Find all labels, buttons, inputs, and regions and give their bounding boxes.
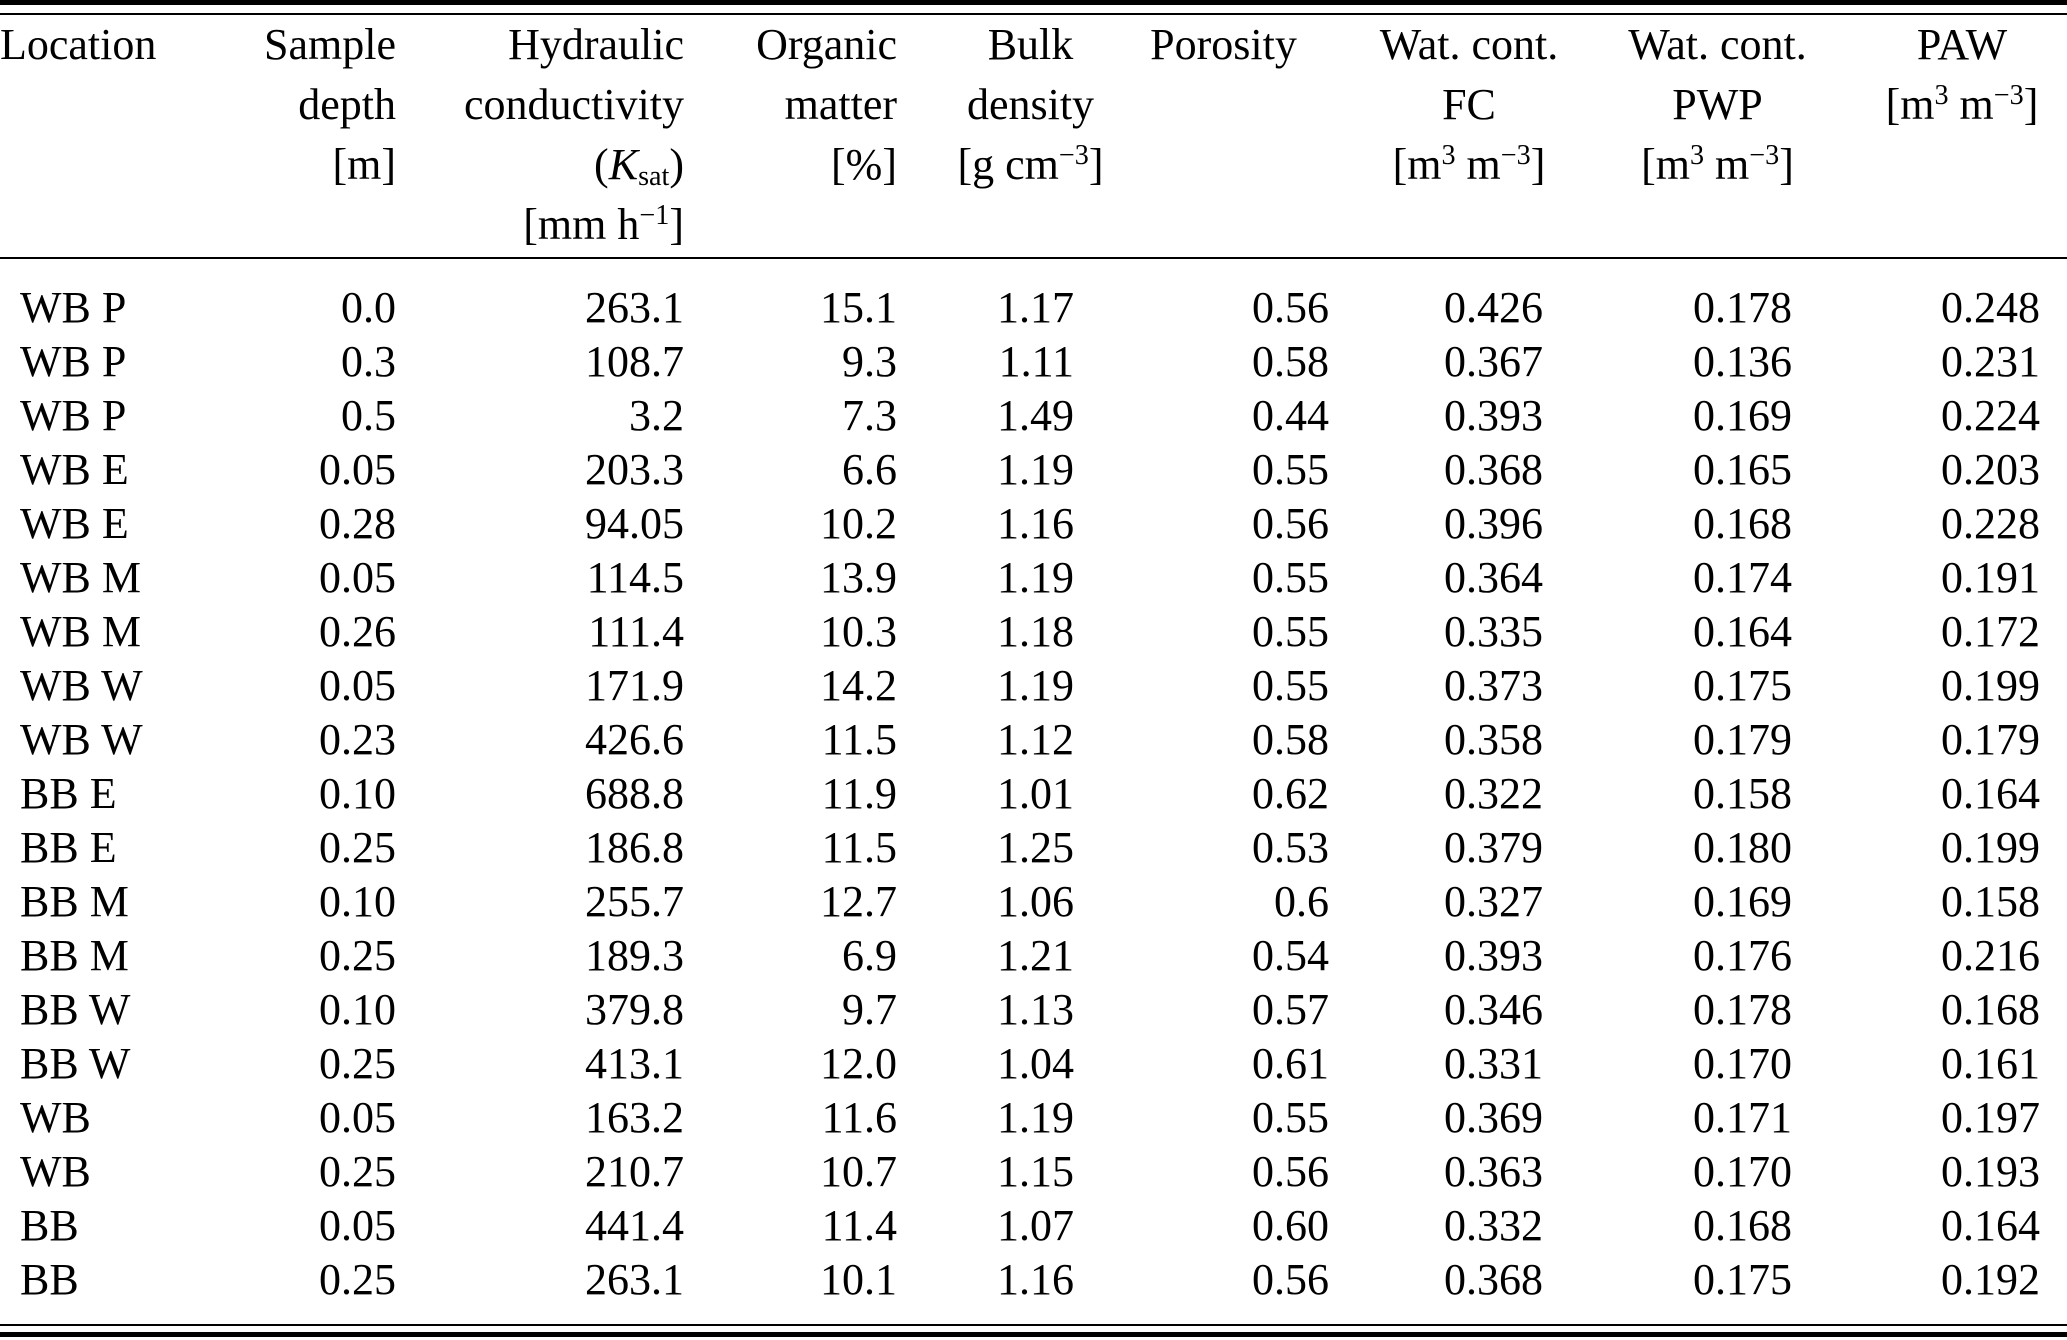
cell-wat-cont-fc: 0.373	[1444, 661, 1543, 710]
table-row	[0, 983, 2040, 1037]
cell-organic-matter: 12.7	[820, 877, 897, 926]
cell-organic-matter: 12.0	[820, 1039, 897, 1088]
column-header-label: Location	[0, 20, 157, 69]
cell-hydraulic-conductivity: 210.7	[585, 1147, 684, 1196]
cell-wat-cont-pwp: 0.164	[1693, 607, 1792, 656]
cell-organic-matter: 10.7	[820, 1147, 897, 1196]
cell-sample-depth: 0.0	[341, 283, 396, 332]
cell-wat-cont-pwp: 0.175	[1693, 1255, 1792, 1304]
column-header-label: Porosity	[1150, 20, 1297, 69]
cell-hydraulic-conductivity: 203.3	[585, 445, 684, 494]
cell-porosity: 0.55	[1252, 1093, 1329, 1142]
table-row	[0, 767, 2040, 821]
cell-organic-matter: 10.3	[820, 607, 897, 656]
cell-organic-matter: 10.1	[820, 1255, 897, 1304]
cell-wat-cont-pwp: 0.169	[1693, 877, 1792, 926]
cell-organic-matter: 6.6	[842, 445, 897, 494]
cell-wat-cont-pwp: 0.175	[1693, 661, 1792, 710]
table-row	[0, 659, 2040, 713]
cell-wat-cont-fc: 0.363	[1444, 1147, 1543, 1196]
cell-wat-cont-fc: 0.331	[1444, 1039, 1543, 1088]
column-header-label: Organic matter [%]	[756, 20, 897, 189]
cell-organic-matter: 7.3	[842, 391, 897, 440]
table-row	[0, 821, 2040, 875]
cell-paw: 0.224	[1941, 391, 2040, 440]
cell-location: WB P	[20, 391, 127, 440]
cell-bulk-density: 1.16	[997, 499, 1074, 548]
column-header-label: Wat. cont. FC [$m^3$ $m^{-3}$]	[1379, 20, 1559, 189]
cell-wat-cont-pwp: 0.171	[1693, 1093, 1792, 1142]
cell-wat-cont-pwp: 0.170	[1693, 1147, 1792, 1196]
cell-porosity: 0.57	[1252, 985, 1329, 1034]
cell-paw: 0.168	[1941, 985, 2040, 1034]
cell-hydraulic-conductivity: 441.4	[585, 1201, 684, 1250]
cell-wat-cont-pwp: 0.168	[1693, 1201, 1792, 1250]
cell-location: BB	[20, 1255, 79, 1304]
cell-organic-matter: 13.9	[820, 553, 897, 602]
table-row	[0, 713, 2040, 767]
cell-hydraulic-conductivity: 114.5	[586, 553, 684, 602]
cell-hydraulic-conductivity: 688.8	[585, 769, 684, 818]
table-row	[0, 929, 2040, 983]
cell-sample-depth: 0.3	[341, 337, 396, 386]
cell-porosity: 0.56	[1252, 499, 1329, 548]
cell-wat-cont-fc: 0.368	[1444, 445, 1543, 494]
bottom-rule-thick	[0, 1332, 2067, 1337]
cell-hydraulic-conductivity: 263.1	[585, 283, 684, 332]
cell-wat-cont-fc: 0.358	[1444, 715, 1543, 764]
cell-location: WB M	[20, 607, 141, 656]
cell-paw: 0.216	[1941, 931, 2040, 980]
cell-wat-cont-pwp: 0.136	[1693, 337, 1792, 386]
cell-hydraulic-conductivity: 94.05	[585, 499, 684, 548]
cell-location: BB W	[20, 1039, 131, 1088]
table-row	[0, 875, 2040, 929]
cell-paw: 0.192	[1941, 1255, 2040, 1304]
table-row	[0, 1091, 2040, 1145]
table-row	[0, 551, 2040, 605]
cell-wat-cont-fc: 0.335	[1444, 607, 1543, 656]
cell-bulk-density: 1.19	[997, 661, 1074, 710]
cell-wat-cont-fc: 0.327	[1444, 877, 1543, 926]
cell-paw: 0.228	[1941, 499, 2040, 548]
cell-location: WB W	[20, 715, 143, 764]
cell-paw: 0.172	[1941, 607, 2040, 656]
cell-sample-depth: 0.26	[319, 607, 396, 656]
cell-bulk-density: 1.17	[997, 283, 1074, 332]
cell-wat-cont-fc: 0.367	[1444, 337, 1543, 386]
cell-wat-cont-pwp: 0.176	[1693, 931, 1792, 980]
column-header-wat-cont-fc	[1329, 15, 1559, 257]
cell-hydraulic-conductivity: 255.7	[585, 877, 684, 926]
cell-organic-matter: 6.9	[842, 931, 897, 980]
soil-hydraulic-properties-table	[0, 15, 2040, 1307]
cell-paw: 0.161	[1941, 1039, 2040, 1088]
cell-porosity: 0.61	[1252, 1039, 1329, 1088]
cell-location: WB	[20, 1147, 91, 1196]
cell-paw: 0.179	[1941, 715, 2040, 764]
cell-hydraulic-conductivity: 108.7	[585, 337, 684, 386]
table-row	[0, 257, 2040, 335]
cell-wat-cont-fc: 0.364	[1444, 553, 1543, 602]
cell-bulk-density: 1.19	[997, 1093, 1074, 1142]
cell-sample-depth: 0.28	[319, 499, 396, 548]
cell-organic-matter: 11.5	[821, 823, 897, 872]
cell-wat-cont-fc: 0.393	[1444, 931, 1543, 980]
cell-organic-matter: 9.3	[842, 337, 897, 386]
cell-hydraulic-conductivity: 189.3	[585, 931, 684, 980]
cell-location: BB E	[20, 769, 117, 818]
bottom-rule-thin	[0, 1324, 2067, 1326]
cell-organic-matter: 15.1	[820, 283, 897, 332]
header-row	[0, 15, 2040, 257]
cell-bulk-density: 1.16	[997, 1255, 1074, 1304]
cell-paw: 0.248	[1941, 283, 2040, 332]
cell-bulk-density: 1.13	[997, 985, 1074, 1034]
column-header-label: Bulk density [g $cm^{-3}$]	[957, 20, 1104, 189]
cell-hydraulic-conductivity: 163.2	[585, 1093, 684, 1142]
table-row	[0, 1037, 2040, 1091]
cell-bulk-density: 1.49	[997, 391, 1074, 440]
cell-sample-depth: 0.23	[319, 715, 396, 764]
column-header-wat-cont-pwp	[1543, 15, 1807, 257]
cell-porosity: 0.58	[1252, 337, 1329, 386]
cell-organic-matter: 10.2	[820, 499, 897, 548]
cell-organic-matter: 11.5	[821, 715, 897, 764]
cell-wat-cont-pwp: 0.180	[1693, 823, 1792, 872]
cell-wat-cont-fc: 0.369	[1444, 1093, 1543, 1142]
cell-porosity: 0.55	[1252, 445, 1329, 494]
column-header-label: Hydraulic conductivity $(K_{sat})$ [mm $h^{-1}$]	[464, 20, 684, 249]
column-header-sample-depth	[180, 15, 396, 257]
cell-location: BB	[20, 1201, 79, 1250]
top-rule-thick	[0, 0, 2067, 5]
cell-sample-depth: 0.25	[319, 1255, 396, 1304]
column-header-label: Sample depth [m]	[264, 20, 396, 189]
cell-porosity: 0.54	[1252, 931, 1329, 980]
cell-wat-cont-fc: 0.426	[1444, 283, 1543, 332]
cell-wat-cont-fc: 0.368	[1444, 1255, 1543, 1304]
cell-location: WB E	[20, 445, 129, 494]
cell-bulk-density: 1.19	[997, 445, 1074, 494]
cell-hydraulic-conductivity: 3.2	[629, 391, 684, 440]
cell-wat-cont-fc: 0.379	[1444, 823, 1543, 872]
table-row	[0, 497, 2040, 551]
cell-porosity: 0.58	[1252, 715, 1329, 764]
cell-porosity: 0.6	[1274, 877, 1329, 926]
cell-location: BB M	[20, 931, 129, 980]
cell-sample-depth: 0.5	[341, 391, 396, 440]
cell-wat-cont-pwp: 0.178	[1693, 985, 1792, 1034]
cell-porosity: 0.44	[1252, 391, 1329, 440]
cell-sample-depth: 0.10	[319, 985, 396, 1034]
cell-bulk-density: 1.07	[997, 1201, 1074, 1250]
cell-porosity: 0.60	[1252, 1201, 1329, 1250]
cell-wat-cont-fc: 0.332	[1444, 1201, 1543, 1250]
cell-paw: 0.191	[1941, 553, 2040, 602]
cell-sample-depth: 0.05	[319, 1201, 396, 1250]
column-header-bulk-density	[897, 15, 1104, 257]
cell-porosity: 0.55	[1252, 553, 1329, 602]
cell-hydraulic-conductivity: 413.1	[585, 1039, 684, 1088]
cell-bulk-density: 1.15	[997, 1147, 1074, 1196]
cell-sample-depth: 0.05	[319, 661, 396, 710]
table-row	[0, 1145, 2040, 1199]
cell-location: WB P	[20, 337, 127, 386]
cell-sample-depth: 0.25	[319, 1039, 396, 1088]
cell-paw: 0.158	[1941, 877, 2040, 926]
cell-bulk-density: 1.18	[997, 607, 1074, 656]
cell-hydraulic-conductivity: 186.8	[585, 823, 684, 872]
cell-location: BB W	[20, 985, 131, 1034]
cell-hydraulic-conductivity: 379.8	[585, 985, 684, 1034]
cell-bulk-density: 1.01	[997, 769, 1074, 818]
cell-organic-matter: 11.4	[821, 1201, 897, 1250]
cell-location: BB M	[20, 877, 129, 926]
cell-sample-depth: 0.25	[319, 1147, 396, 1196]
cell-paw: 0.199	[1941, 823, 2040, 872]
table-row	[0, 1253, 2040, 1307]
cell-porosity: 0.55	[1252, 661, 1329, 710]
cell-wat-cont-fc: 0.346	[1444, 985, 1543, 1034]
cell-wat-cont-pwp: 0.168	[1693, 499, 1792, 548]
cell-wat-cont-pwp: 0.165	[1693, 445, 1792, 494]
table-body	[0, 257, 2040, 1307]
cell-paw: 0.193	[1941, 1147, 2040, 1196]
column-header-label: PAW [$m^3$ $m^{-3}$]	[1885, 20, 2039, 129]
cell-wat-cont-pwp: 0.170	[1693, 1039, 1792, 1088]
cell-bulk-density: 1.25	[997, 823, 1074, 872]
table-row	[0, 335, 2040, 389]
cell-sample-depth: 0.05	[319, 445, 396, 494]
cell-porosity: 0.56	[1252, 283, 1329, 332]
column-header-organic-matter	[684, 15, 897, 257]
cell-hydraulic-conductivity: 111.4	[588, 607, 684, 656]
cell-porosity: 0.56	[1252, 1147, 1329, 1196]
cell-bulk-density: 1.12	[997, 715, 1074, 764]
cell-location: WB	[20, 1093, 91, 1142]
cell-sample-depth: 0.25	[319, 823, 396, 872]
column-header-hydraulic-conductivity	[396, 15, 684, 257]
cell-wat-cont-pwp: 0.169	[1693, 391, 1792, 440]
cell-wat-cont-fc: 0.322	[1444, 769, 1543, 818]
cell-location: WB P	[20, 283, 127, 332]
cell-bulk-density: 1.21	[997, 931, 1074, 980]
cell-sample-depth: 0.05	[319, 1093, 396, 1142]
cell-organic-matter: 11.9	[821, 769, 897, 818]
cell-location: WB M	[20, 553, 141, 602]
table-row	[0, 1199, 2040, 1253]
cell-paw: 0.164	[1941, 769, 2040, 818]
cell-wat-cont-pwp: 0.179	[1693, 715, 1792, 764]
cell-porosity: 0.53	[1252, 823, 1329, 872]
cell-bulk-density: 1.19	[997, 553, 1074, 602]
table-row	[0, 605, 2040, 659]
cell-wat-cont-fc: 0.393	[1444, 391, 1543, 440]
cell-porosity: 0.55	[1252, 607, 1329, 656]
cell-organic-matter: 9.7	[842, 985, 897, 1034]
cell-bulk-density: 1.11	[998, 337, 1074, 386]
cell-wat-cont-pwp: 0.158	[1693, 769, 1792, 818]
cell-hydraulic-conductivity: 171.9	[585, 661, 684, 710]
table-row	[0, 443, 2040, 497]
cell-bulk-density: 1.04	[997, 1039, 1074, 1088]
cell-organic-matter: 11.6	[821, 1093, 897, 1142]
cell-hydraulic-conductivity: 263.1	[585, 1255, 684, 1304]
cell-location: BB E	[20, 823, 117, 872]
cell-sample-depth: 0.10	[319, 769, 396, 818]
cell-porosity: 0.62	[1252, 769, 1329, 818]
cell-paw: 0.203	[1941, 445, 2040, 494]
cell-sample-depth: 0.05	[319, 553, 396, 602]
cell-porosity: 0.56	[1252, 1255, 1329, 1304]
cell-organic-matter: 14.2	[820, 661, 897, 710]
cell-paw: 0.164	[1941, 1201, 2040, 1250]
cell-hydraulic-conductivity: 426.6	[585, 715, 684, 764]
cell-sample-depth: 0.25	[319, 931, 396, 980]
table-row	[0, 389, 2040, 443]
column-header-label: Wat. cont. PWP [$m^3$ $m^{-3}$]	[1628, 20, 1807, 189]
cell-location: WB W	[20, 661, 143, 710]
cell-paw: 0.197	[1941, 1093, 2040, 1142]
cell-location: WB E	[20, 499, 129, 548]
cell-sample-depth: 0.10	[319, 877, 396, 926]
column-header-location	[0, 15, 180, 257]
cell-wat-cont-fc: 0.396	[1444, 499, 1543, 548]
cell-wat-cont-pwp: 0.178	[1693, 283, 1792, 332]
cell-wat-cont-pwp: 0.174	[1693, 553, 1792, 602]
cell-paw: 0.231	[1941, 337, 2040, 386]
cell-bulk-density: 1.06	[997, 877, 1074, 926]
cell-paw: 0.199	[1941, 661, 2040, 710]
